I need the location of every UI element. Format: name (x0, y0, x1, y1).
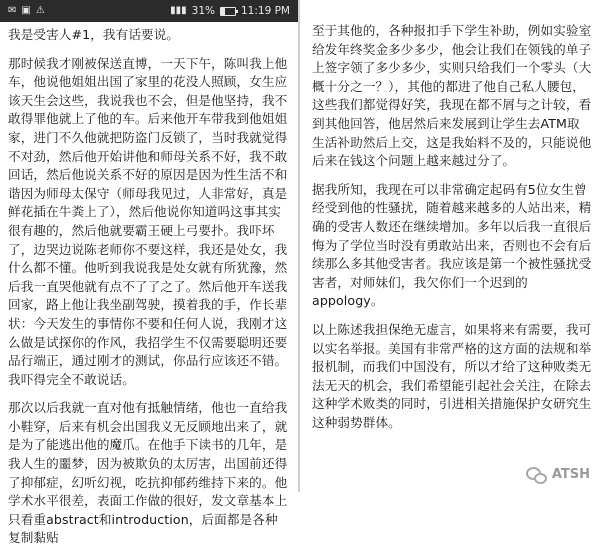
battery-percent: 31% (191, 5, 215, 17)
status-bar (0, 0, 298, 22)
notification-icons (8, 6, 45, 16)
battery-icon (220, 7, 236, 16)
watermark-text: ATSH (551, 466, 590, 482)
paragraph: 以上陈述我担保绝无虚言，如果将来有需要，我可以实名举报。美国有非常严格的这方面的法规和举报机制，而我们中国没有，所以才给了这种败类无法无天的机会，我们希望能引起社会关注，在除去这种学术败类的同时，引进相关措施保护女研究生这种弱势群体。 (312, 321, 592, 430)
signal-icon: ▮▮▮ (170, 5, 187, 16)
paragraph: 至于其他的，各种报扣手下学生补助，例如实验室给发年终奖金多少多少，他会让我们在领钱的单子上签字领了多少多少，实则只给我们一个零头（大概十分之一？），其他的都进了他自己私人腰包，这些我们都觉得好笑，我现在都不屑与之计较，看到其他回答，他居然后来发展到让学生去ATM取生活补助然后上交，这是我始料不及的，只能说他后来在钱这个问题上越来越过分了。 (312, 23, 592, 169)
message-body-right (304, 0, 600, 432)
watermark (526, 466, 590, 482)
paragraph: 据我所知，我现在可以非常确定起码有5位女生曾经受到他的性骚扰，随着越来越多的人站出来，精确的受害人数还在继续增加。多年以后我一直很后悔为了学位当时没有勇敢站出来，否则也不会有后续那么多其他受害者。我应该是第一个被性骚扰受害者，对师妹们，我欠你们一个迟到的appology。 (312, 181, 592, 309)
wechat-logo-icon (526, 466, 546, 482)
clock-time: 11:19 PM (241, 5, 290, 17)
paragraph: 我是受害人#1，我有话要说。 (8, 27, 180, 42)
paragraph: 那时候我才刚被保送直博，一天下午，陈叫我上他车，他说他姐姐出国了家里的花没人照顾，女生应该天生会这些，我说我也不会，但是他坚持，我不敢得罪他就上了他的车。后来他开车带我到他姐姐家，进门不久他就把防盗门反锁了，当时我就觉得不对劲，然后他开始讲他和师母关系不好，我不敢回话，然后他说关系不好的原因是因为性生活不和谐因为师母太保守（师母我见过，人非常好，真是鲜花插在牛粪上了），然后他说你知道吗这事其实很有趣的，然后他就要霸王硬上弓要扑。我吓坏了，边哭边说陈老师你不要这样，我还是处女，我什么都不懂。他听到我说我是处女就有所犹豫，然后我一直哭他就有点不了了之了。然后他开车送我回家，路上他让我坐副驾驶，摸着我的手，作长辈状：今天发生的事情你不要和任何人说，我刚才这么做是试探你的作风，我招学生不仅需要聪明还要品行端正，通过刚才的测试，你品行应该还不错。我吓得完全不敢说话。 (8, 55, 288, 387)
alert-icon: ⚠ (35, 5, 45, 16)
screenshot-panel-right (304, 0, 600, 492)
image-icon: ▣ (21, 5, 31, 16)
screenshot-panel-left (0, 0, 300, 546)
message-body-left (0, 22, 298, 548)
status-right (170, 5, 290, 17)
envelope-icon: ✉ (8, 5, 17, 16)
paragraph: 那次以后我就一直对他有抵触情绪，他也一直给我小鞋穿，后来有机会出国我义无反顾地出来了，就是为了能逃出他的魔爪。在他手下读书的几年，是我人生的噩梦，因为被欺负的太厉害，出国前还得了抑郁症，幻听幻视，吃抗抑郁药维持下来的。他学术水平很差，表面工作做的很好，发文章基本上只看重abstract和introduction，后面都是各种复制黏贴 (8, 400, 288, 546)
